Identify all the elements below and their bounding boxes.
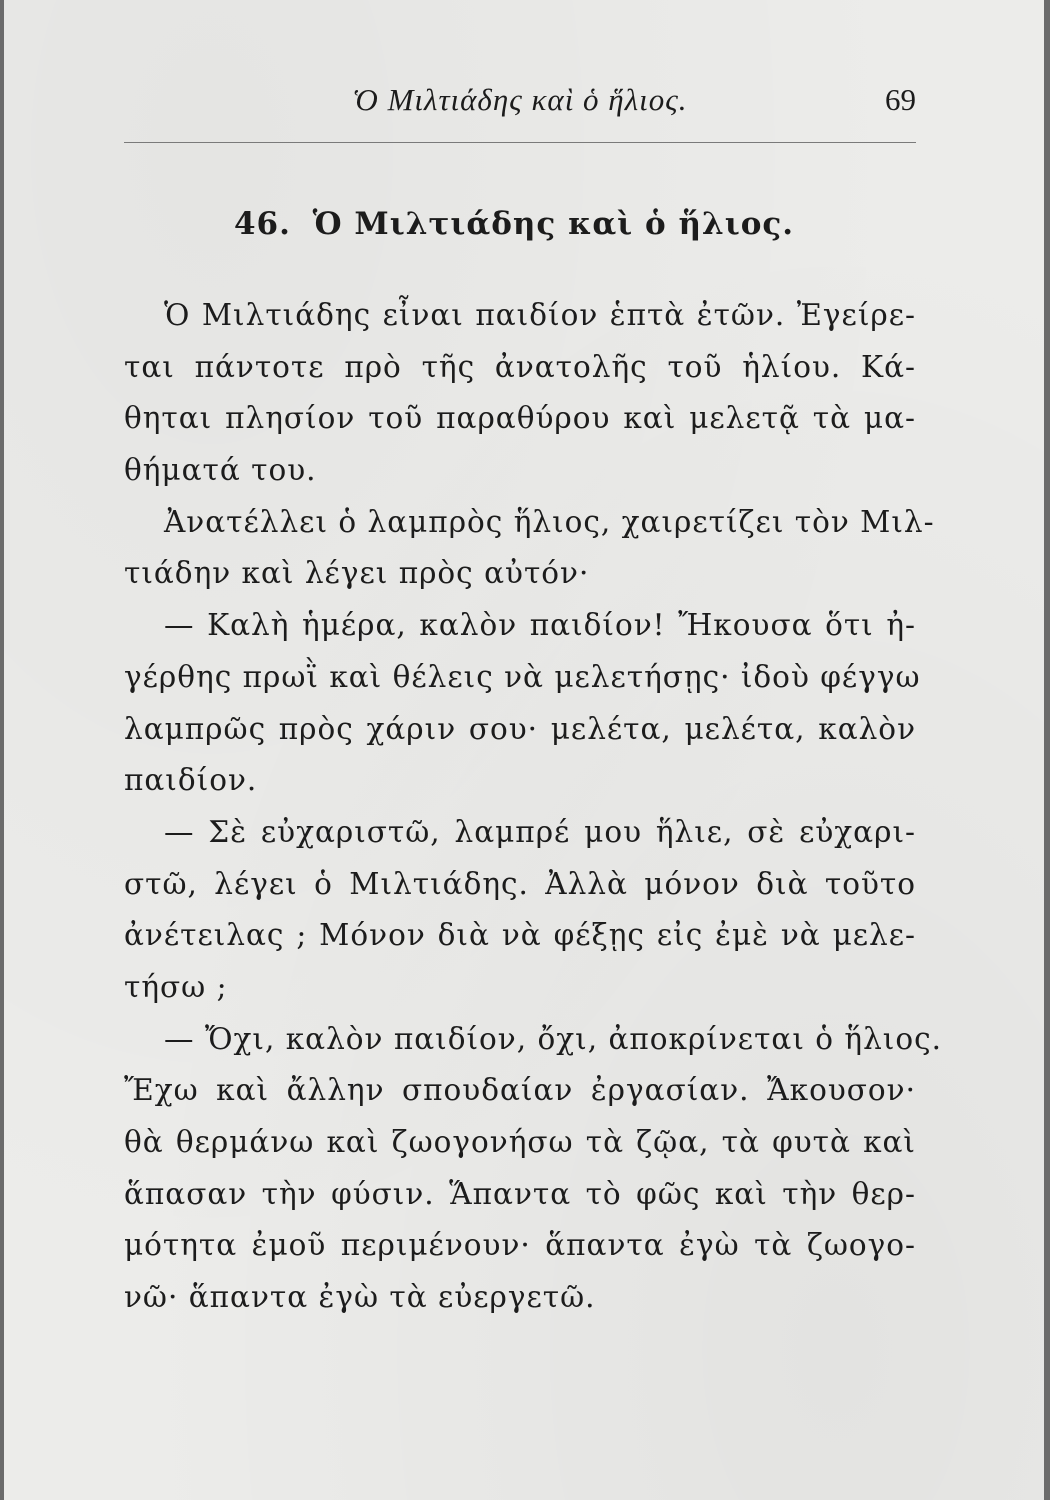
text-line: Ἔχω καὶ ἄλλην σπουδαίαν ἐργασίαν. Ἄκουσον· xyxy=(124,1073,916,1108)
chapter-heading xyxy=(114,206,914,242)
text-line: παιδίον. xyxy=(124,763,258,798)
text-line: λαμπρῶς πρὸς χάριν σου· μελέτα, μελέτα, καλὸν xyxy=(124,711,916,746)
text-line: Ὁ Μιλτιάδης εἶναι παιδίον ἑπτὰ ἐτῶν. Ἐγείρε- xyxy=(164,298,916,332)
text-line: τιάδην καὶ λέγει πρὸς αὐτόν· xyxy=(124,556,590,591)
text-line: τήσω ; xyxy=(124,969,228,1004)
page-number: 69 xyxy=(885,82,916,117)
text-line: ται πάντοτε πρὸ τῆς ἀνατολῆς τοῦ ἡλίου. Κά- xyxy=(124,349,916,384)
text-line: θηται πλησίον τοῦ παραθύρου καὶ μελετᾷ τὰ μα- xyxy=(124,401,916,436)
running-title: Ὁ Μιλτιάδης καὶ ὁ ἥλιος. xyxy=(352,82,688,117)
chapter-number: 46. xyxy=(233,206,291,242)
text-line: γέρθης πρωῒ καὶ θέλεις νὰ μελετήσῃς· ἰδοὺ φέγγω xyxy=(124,659,921,694)
text-line: μότητα ἐμοῦ περιμένουν· ἅπαντα ἐγὼ τὰ ζωογο- xyxy=(124,1228,916,1263)
text-line: στῶ, λέγει ὁ Μιλτιάδης. Ἀλλὰ μόνον διὰ τοῦτο xyxy=(124,866,916,901)
text-line: νῶ· ἅπαντα ἐγὼ τὰ εὐεργετῶ. xyxy=(124,1280,596,1315)
chapter-title: Ὁ Μιλτιάδης καὶ ὁ ἥλιος. xyxy=(312,206,795,242)
text-line: Ἀνατέλλει ὁ λαμπρὸς ἥλιος, χαιρετίζει τὸν Μιλ- xyxy=(164,504,935,539)
header-rule xyxy=(124,142,916,143)
text-line: — Σὲ εὐχαριστῶ, λαμπρέ μου ἥλιε, σὲ εὐχαρι- xyxy=(164,814,916,849)
book-page xyxy=(4,0,1044,1500)
text-line: θήματά του. xyxy=(124,453,317,488)
text-line: θὰ θερμάνω καὶ ζωογονήσω τὰ ζῷα, τὰ φυτὰ καὶ xyxy=(124,1125,916,1159)
text-line: — Ὄχι, καλὸν παιδίον, ὄχι, ἀποκρίνεται ὁ ἥλιος. xyxy=(164,1021,943,1056)
text-line: ἀνέτειλας ; Μόνον διὰ νὰ φέξῃς εἰς ἐμὲ νὰ μελε- xyxy=(124,918,916,953)
running-head xyxy=(124,82,916,126)
body-text xyxy=(124,290,943,1324)
text-line: — Καλὴ ἡμέρα, καλὸν παιδίον! Ἤκουσα ὅτι ἠ- xyxy=(164,608,916,643)
text-line: ἅπασαν τὴν φύσιν. Ἅπαντα τὸ φῶς καὶ τὴν θερ- xyxy=(124,1176,916,1211)
